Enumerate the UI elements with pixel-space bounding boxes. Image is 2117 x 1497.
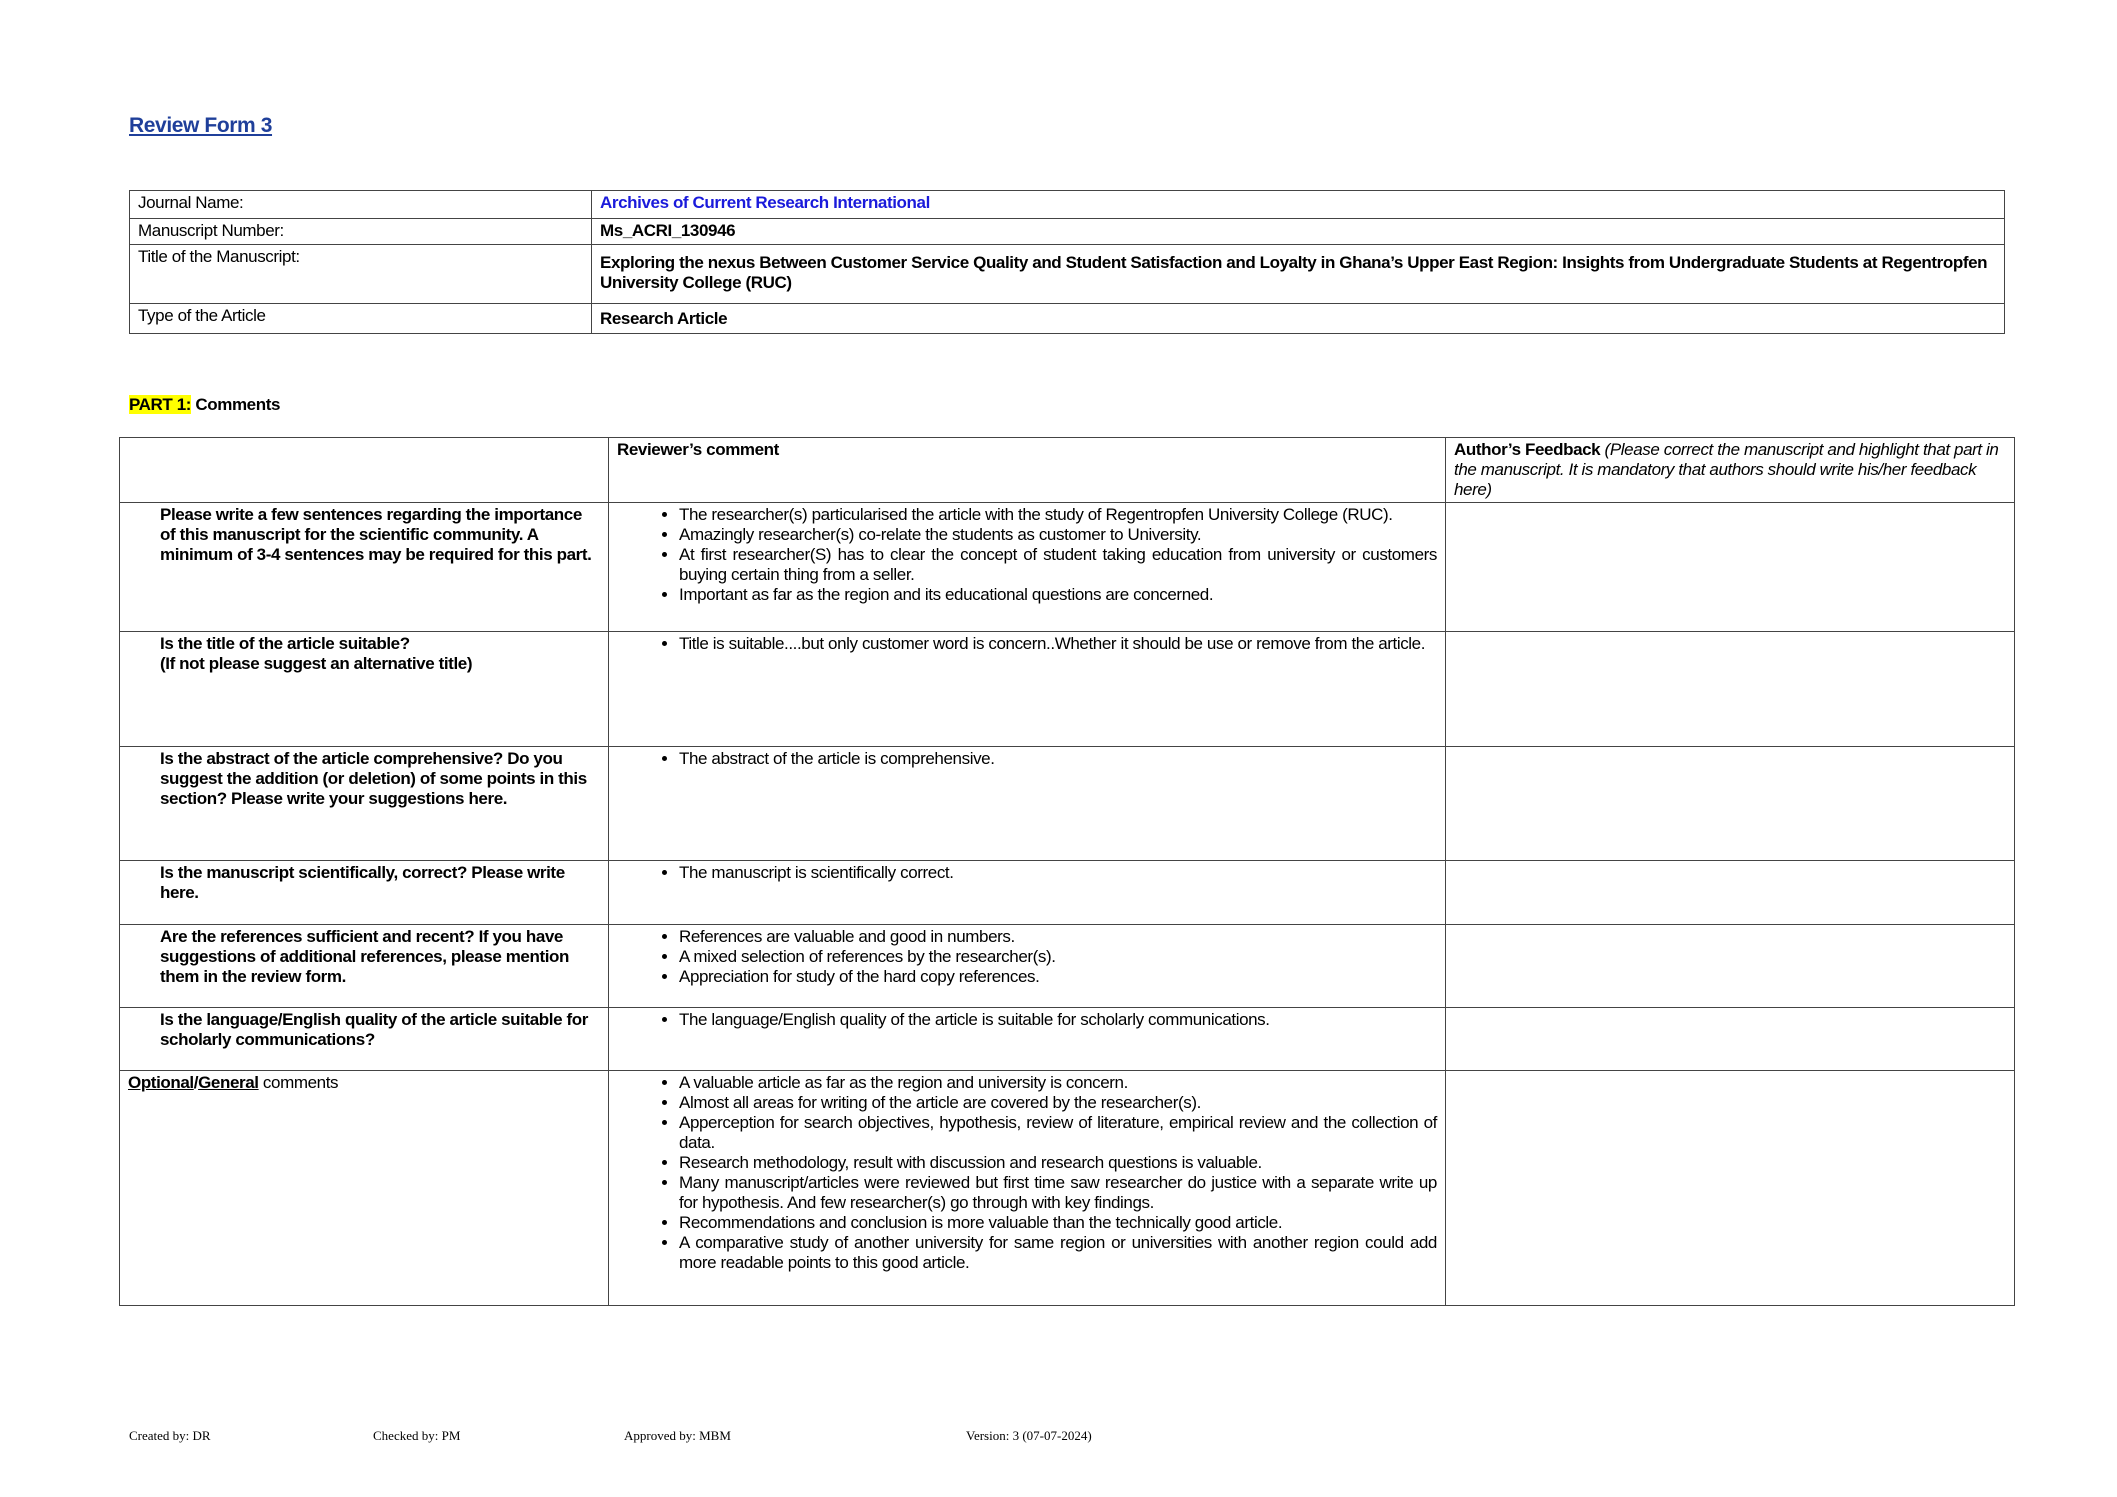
- comment-bullet: • Recommendations and conclusion is more valuable than the technically good article.: [679, 1213, 1437, 1233]
- comment-bullet: • Amazingly researcher(s) co-relate the students as customer to University.: [679, 525, 1437, 545]
- comment-bullet: • A valuable article as far as the region and university is concern.: [679, 1073, 1437, 1093]
- footer-approved: Approved by: MBM: [624, 1428, 731, 1443]
- author-feedback-title: Author’s Feedback: [1454, 440, 1601, 459]
- reviewer-comment-cell: [609, 632, 1446, 747]
- comment-row: [120, 1008, 2015, 1071]
- question-cell: Is the abstract of the article comprehensive? Do you suggest the addition (or deletion) of some points in this section? Please write your suggestions here.: [120, 747, 609, 861]
- reviewer-comment-cell: [609, 861, 1446, 925]
- comment-bullet: • Research methodology, result with discussion and research questions is valuable.: [679, 1153, 1437, 1173]
- optional-sep: /: [193, 1073, 199, 1092]
- general-label: General: [198, 1073, 259, 1092]
- optional-comments-row: [120, 1071, 2015, 1306]
- journal-label: Journal Name:: [130, 191, 592, 219]
- question-cell: Is the title of the article suitable? (If not please suggest an alternative title): [120, 632, 609, 747]
- type-value: Research Article: [592, 304, 2005, 334]
- manuscript-info-table: [129, 190, 2005, 334]
- optional-comment-cell: [609, 1071, 1446, 1306]
- reviewer-comment-cell: [609, 747, 1446, 861]
- part-text: Comments: [191, 395, 281, 414]
- optional-label-cell: [120, 1071, 609, 1306]
- question-cell: Is the manuscript scientifically, correct? Please write here.: [120, 861, 609, 925]
- ms-label: Manuscript Number:: [130, 219, 592, 245]
- author-feedback-header: [1446, 438, 2015, 503]
- comment-bullet: • References are valuable and good in numbers.: [679, 927, 1437, 947]
- question-cell: Is the language/English quality of the article suitable for scholarly communications?: [120, 1008, 609, 1071]
- question-cell: Please write a few sentences regarding the importance of this manuscript for the scientific community. A minimum of 3-4 sentences may be required for this part.: [120, 503, 609, 632]
- author-feedback-cell[interactable]: [1446, 861, 2015, 925]
- comment-bullet: • Apperception for search objectives, hypothesis, review of literature, empirical review and the collection of data.: [679, 1113, 1437, 1153]
- comment-row: [120, 632, 2015, 747]
- comment-bullet: • Many manuscript/articles were reviewed but first time saw researcher do justice with a separate write up for hypothesis. And few researcher(s) go through with key findings.: [679, 1173, 1437, 1213]
- comment-row: [120, 747, 2015, 861]
- footer-version: Version: 3 (07-07-2024): [966, 1428, 1092, 1443]
- author-feedback-instructions: (Please correct the manuscript and highlight that part in the manuscript. It is mandatory that authors should write his/her feedback here): [1454, 440, 1999, 499]
- comment-bullet: • At first researcher(S) has to clear the concept of student taking education from university or customers buying certain thing from a seller.: [679, 545, 1437, 585]
- comment-bullet: • The language/English quality of the article is suitable for scholarly communications.: [679, 1010, 1437, 1030]
- reviewer-comment-cell: [609, 1008, 1446, 1071]
- title-label: Title of the Manuscript:: [130, 245, 592, 304]
- author-feedback-cell[interactable]: [1446, 747, 2015, 861]
- comment-bullet: • A mixed selection of references by the researcher(s).: [679, 947, 1437, 967]
- ms-value: Ms_ACRI_130946: [592, 219, 2005, 245]
- comment-bullet: • Almost all areas for writing of the article are covered by the researcher(s).: [679, 1093, 1437, 1113]
- comment-bullet: • Important as far as the region and its educational questions are concerned.: [679, 585, 1437, 605]
- comment-bullet: • Title is suitable....but only customer word is concern..Whether it should be use or remove from the article.: [679, 634, 1437, 654]
- part-label: PART 1:: [129, 395, 192, 414]
- reviewer-comment-cell: [609, 925, 1446, 1008]
- author-feedback-cell[interactable]: [1446, 503, 2015, 632]
- author-feedback-cell[interactable]: [1446, 1008, 2015, 1071]
- comment-row: [120, 861, 2015, 925]
- part-heading: [129, 395, 280, 415]
- comment-bullet: • The researcher(s) particularised the article with the study of Regentropfen University College (RUC).: [679, 505, 1437, 525]
- comment-bullet: • A comparative study of another university for same region or universities with another region could add more readable points to this good article.: [679, 1233, 1437, 1273]
- comment-row: [120, 925, 2015, 1008]
- journal-value: Archives of Current Research International: [592, 191, 2005, 219]
- comments-label: comments: [258, 1073, 339, 1092]
- author-feedback-cell[interactable]: [1446, 632, 2015, 747]
- reviewer-comment-cell: [609, 503, 1446, 632]
- comment-bullet: • The manuscript is scientifically correct.: [679, 863, 1437, 883]
- footer-created: Created by: DR: [129, 1428, 211, 1443]
- header-empty-cell: [120, 438, 609, 503]
- title-value: Exploring the nexus Between Customer Service Quality and Student Satisfaction and Loyalty in Ghana’s Upper East Region: Insights from Undergraduate Students at Regentropfen University College (RUC): [592, 245, 2005, 304]
- type-label: Type of the Article: [130, 304, 592, 334]
- comment-bullet: • The abstract of the article is comprehensive.: [679, 749, 1437, 769]
- form-title[interactable]: Review Form 3: [129, 114, 273, 137]
- comments-table: [119, 437, 2015, 1306]
- footer-checked: Checked by: PM: [373, 1428, 461, 1443]
- author-feedback-cell[interactable]: [1446, 925, 2015, 1008]
- question-cell: Are the references sufficient and recent? If you have suggestions of additional references, please mention them in the review form.: [120, 925, 609, 1008]
- author-feedback-cell[interactable]: [1446, 1071, 2015, 1306]
- reviewer-comment-header: Reviewer’s comment: [609, 438, 1446, 503]
- comment-row: [120, 503, 2015, 632]
- comment-bullet: • Appreciation for study of the hard copy references.: [679, 967, 1437, 987]
- optional-label: Optional: [128, 1073, 194, 1092]
